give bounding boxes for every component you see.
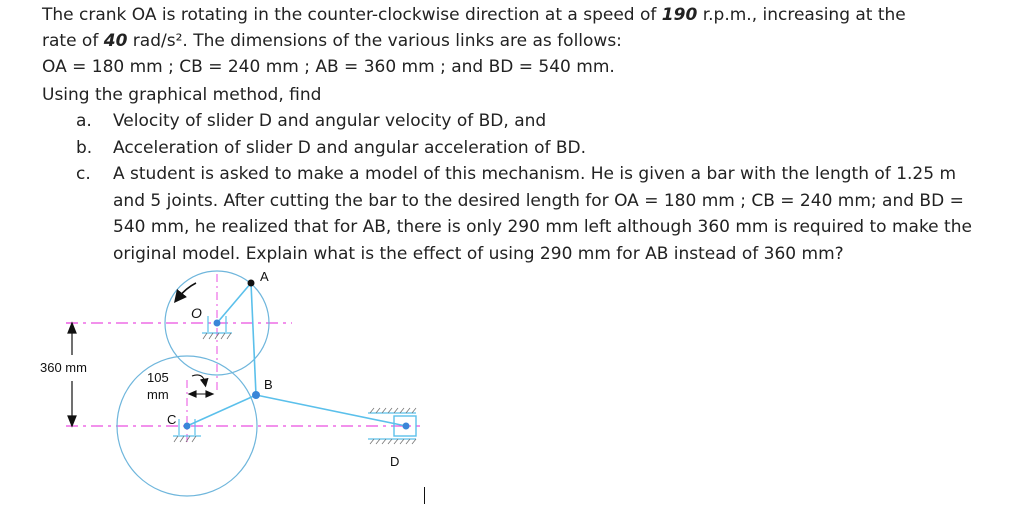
accel-value: 40	[103, 31, 128, 51]
label-c: C	[167, 412, 177, 427]
dimension-105-unit: mm	[147, 387, 169, 402]
link-ab	[251, 283, 256, 395]
label-d: D	[390, 454, 400, 469]
line1-suffix: r.p.m., increasing at the	[697, 5, 906, 25]
question-a-marker: a.	[76, 111, 92, 131]
joint-o	[214, 320, 221, 327]
speed-value: 190	[661, 5, 698, 25]
dimension-105-line	[189, 375, 213, 397]
slider-guide-top	[368, 408, 416, 413]
dimensions-line: OA = 180 mm ; CB = 240 mm ; AB = 360 mm ; and BD = 540 mm.	[42, 57, 615, 77]
label-a: A	[260, 269, 269, 284]
question-b-text: Acceleration of slider D and angular acceleration of BD.	[113, 138, 587, 158]
dimension-360-label: 360 mm	[40, 360, 87, 375]
slider-guide-bottom	[368, 439, 416, 444]
joint-b	[252, 391, 260, 399]
label-o: O	[191, 305, 202, 321]
question-b-marker: b.	[76, 138, 93, 158]
link-cb	[187, 395, 256, 426]
joint-a	[248, 280, 255, 287]
line2-suffix: rad/s². The dimensions of the various links are as follows:	[127, 31, 622, 51]
method-line: Using the graphical method, find	[42, 85, 322, 105]
text-cursor	[424, 487, 425, 504]
line2-prefix: rate of	[42, 31, 104, 51]
question-c-text: A student is asked to make a model of this mechanism. He is given a bar with the length of 1.25 m and 5 joints. After cutting the bar to the desired length for OA = 180 mm ; CB = 240 mm; and BD = 540 mm, he realized that for AB, there is only 290 mm left although 360 mm is required to make the original model. Explain what is the effect of using 290 mm for AB instead of 360 mm?	[113, 164, 972, 264]
line1-prefix: The crank OA is rotating in the counter-clockwise direction at a speed of	[42, 5, 662, 25]
question-c-marker: c.	[76, 164, 91, 184]
dimension-105-number: 105	[147, 370, 169, 385]
link-oa	[217, 283, 251, 323]
joint-d	[403, 423, 410, 430]
joint-c	[184, 423, 191, 430]
question-a-text: Velocity of slider D and angular velocity of BD, and	[113, 111, 547, 131]
label-b: B	[264, 377, 273, 392]
pivot-support-o	[202, 316, 232, 339]
